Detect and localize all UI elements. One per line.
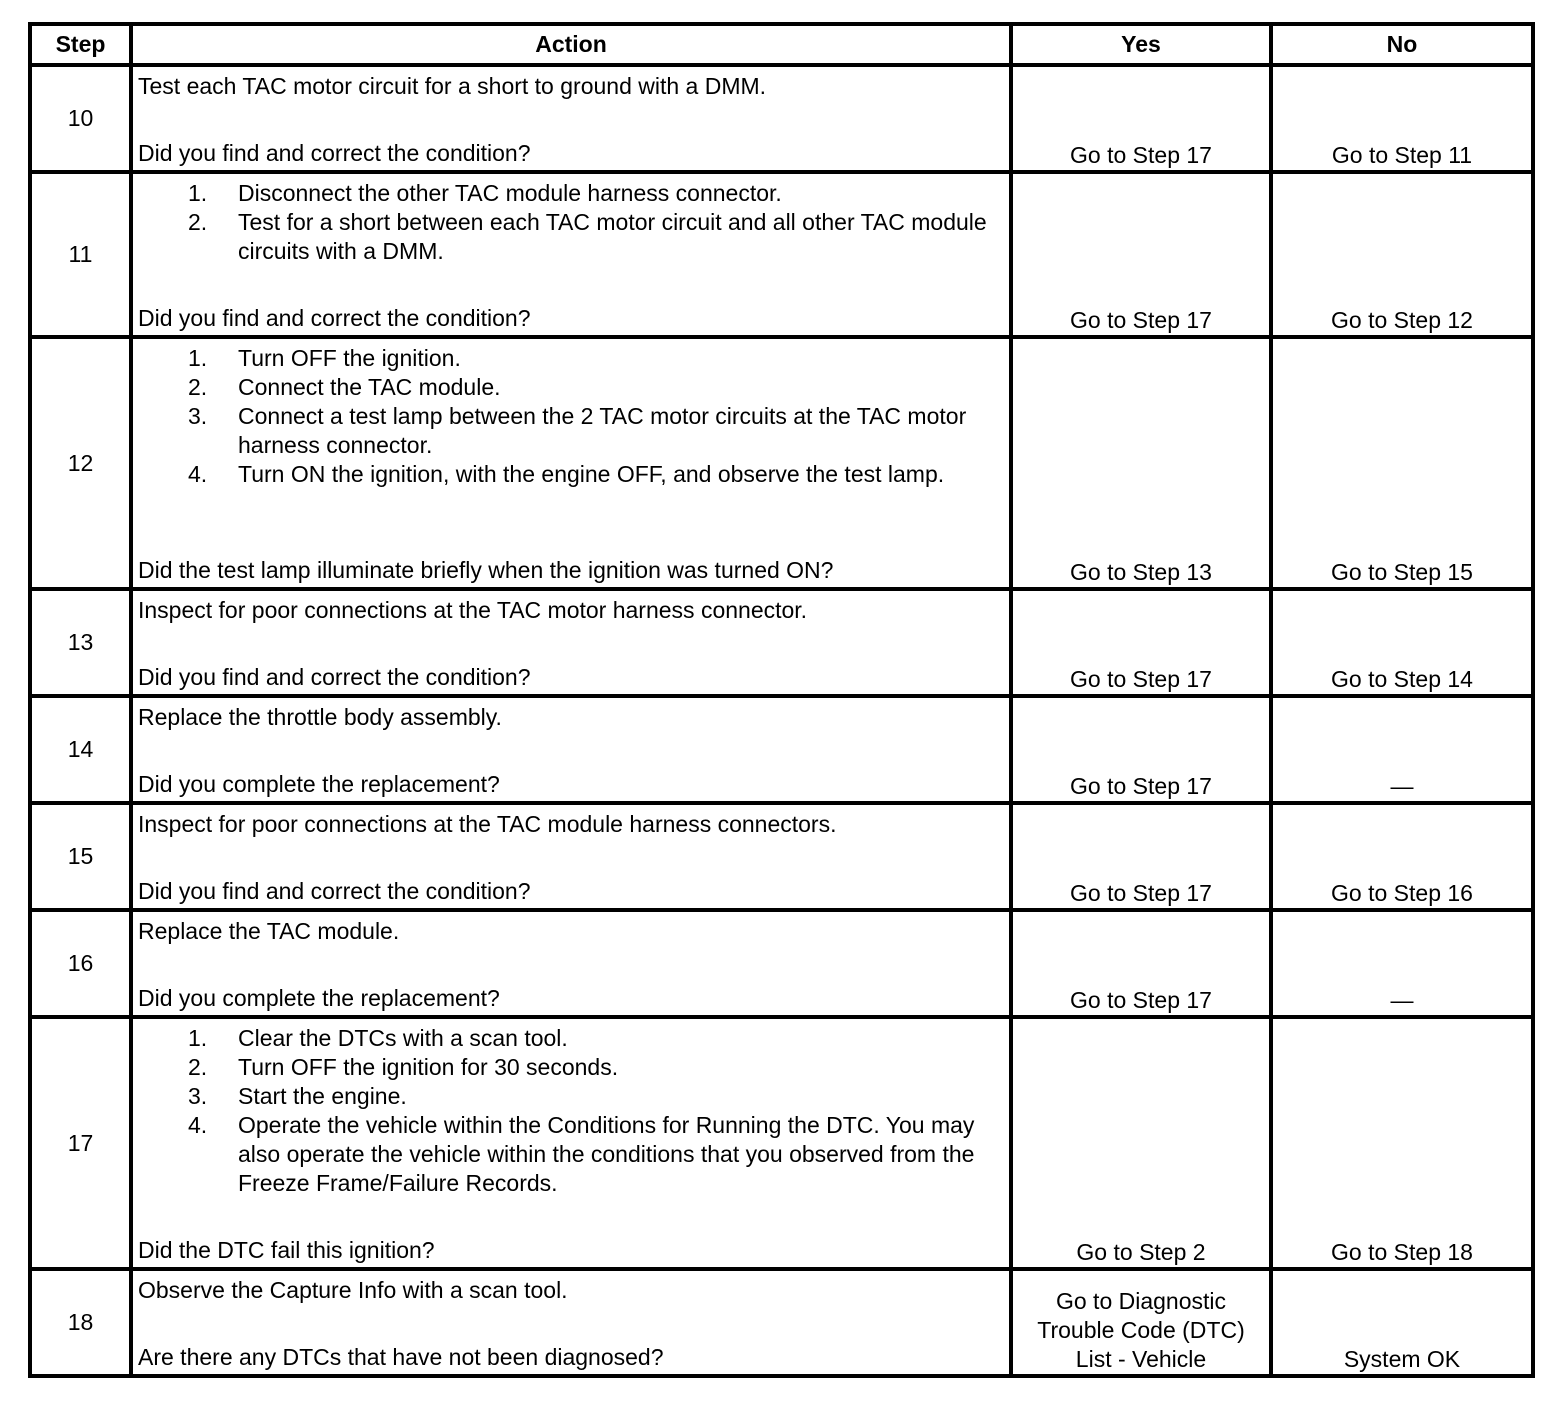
- step-number: 17: [30, 1017, 131, 1269]
- header-no: No: [1271, 24, 1533, 65]
- action-cell: [131, 589, 1011, 696]
- yes-result: Go to Step 17: [1011, 910, 1271, 1017]
- instruction-text: Replace the TAC module.: [138, 918, 400, 944]
- yes-result: Go to Step 13: [1011, 337, 1271, 589]
- table-row: [30, 65, 1533, 172]
- instruction-text: Test each TAC motor circuit for a short to ground with a DMM.: [138, 73, 767, 99]
- header-step: Step: [30, 24, 131, 65]
- instruction-item: [138, 1053, 999, 1082]
- yes-result: Go to Step 17: [1011, 803, 1271, 910]
- table-row: [30, 696, 1533, 803]
- table-row: [30, 910, 1533, 1017]
- action-cell: [131, 803, 1011, 910]
- step-number: 10: [30, 65, 131, 172]
- instruction-number: 1.: [188, 180, 208, 206]
- action-cell: [131, 1269, 1011, 1376]
- action-cell: [131, 696, 1011, 803]
- question-text: Are there any DTCs that have not been diagnosed?: [138, 1344, 664, 1370]
- no-result: —: [1271, 910, 1533, 1017]
- instruction-item: [138, 1024, 999, 1053]
- no-result: —: [1271, 696, 1533, 803]
- instruction-list: [138, 344, 999, 489]
- instruction-text: Inspect for poor connections at the TAC motor harness connector.: [138, 597, 808, 623]
- instruction-text: Inspect for poor connections at the TAC module harness connectors.: [138, 811, 837, 837]
- action-cell: [131, 65, 1011, 172]
- instruction-item: [138, 179, 999, 208]
- instruction-item: [138, 373, 999, 402]
- instruction-text: Test for a short between each TAC motor circuit and all other TAC module circuits with a DMM.: [238, 209, 987, 264]
- action-cell: [131, 337, 1011, 589]
- header-action: Action: [131, 24, 1011, 65]
- step-number: 13: [30, 589, 131, 696]
- instruction-list: [138, 179, 999, 266]
- instruction-number: 1.: [188, 1025, 208, 1051]
- no-result: Go to Step 11: [1271, 65, 1533, 172]
- instruction-text: Replace the throttle body assembly.: [138, 704, 502, 730]
- yes-result: Go to Step 17: [1011, 696, 1271, 803]
- action-cell: [131, 910, 1011, 1017]
- action-cell: [131, 172, 1011, 337]
- instruction-text: Turn OFF the ignition.: [238, 345, 461, 371]
- question-text: Did you complete the replacement?: [138, 985, 500, 1011]
- step-number: 14: [30, 696, 131, 803]
- table-row: [30, 1017, 1533, 1269]
- no-result: System OK: [1271, 1269, 1533, 1376]
- instruction-item: [138, 208, 999, 266]
- yes-result: Go to Diagnostic Trouble Code (DTC) List - Vehicle: [1011, 1269, 1271, 1376]
- no-result: Go to Step 14: [1271, 589, 1533, 696]
- instruction-list: [138, 1024, 999, 1198]
- instruction-text: Observe the Capture Info with a scan tool.: [138, 1277, 568, 1303]
- action-cell: [131, 1017, 1011, 1269]
- table-row: [30, 172, 1533, 337]
- instruction-item: [138, 1082, 999, 1111]
- diagnostic-table: [28, 22, 1535, 1378]
- yes-result: Go to Step 17: [1011, 589, 1271, 696]
- no-result: Go to Step 16: [1271, 803, 1533, 910]
- question-text: Did you find and correct the condition?: [138, 664, 531, 690]
- instruction-number: 2.: [188, 1054, 208, 1080]
- instruction-text: Connect a test lamp between the 2 TAC motor circuits at the TAC motor harness connector.: [238, 403, 967, 458]
- step-number: 15: [30, 803, 131, 910]
- instruction-item: [138, 1111, 999, 1198]
- question-text: Did you find and correct the condition?: [138, 305, 531, 331]
- question-text: Did you find and correct the condition?: [138, 878, 531, 904]
- instruction-item: [138, 344, 999, 373]
- instruction-number: 4.: [188, 461, 208, 487]
- instruction-text: Operate the vehicle within the Conditions for Running the DTC. You may also operate the vehicle within the conditions that you observed from the Freeze Frame/Failure Records.: [238, 1112, 975, 1196]
- yes-result: Go to Step 17: [1011, 172, 1271, 337]
- table-row: [30, 337, 1533, 589]
- instruction-item: [138, 460, 999, 489]
- yes-result: Go to Step 2: [1011, 1017, 1271, 1269]
- instruction-text: Clear the DTCs with a scan tool.: [238, 1025, 568, 1051]
- yes-result: Go to Step 17: [1011, 65, 1271, 172]
- step-number: 12: [30, 337, 131, 589]
- instruction-text: Turn OFF the ignition for 30 seconds.: [238, 1054, 619, 1080]
- instruction-item: [138, 402, 999, 460]
- instruction-text: Turn ON the ignition, with the engine OFF, and observe the test lamp.: [238, 461, 945, 487]
- question-text: Did you complete the replacement?: [138, 771, 500, 797]
- instruction-number: 4.: [188, 1112, 208, 1138]
- table-row: [30, 1269, 1533, 1376]
- step-number: 11: [30, 172, 131, 337]
- instruction-text: Start the engine.: [238, 1083, 407, 1109]
- instruction-number: 3.: [188, 403, 208, 429]
- no-result: Go to Step 15: [1271, 337, 1533, 589]
- instruction-text: Connect the TAC module.: [238, 374, 501, 400]
- instruction-number: 2.: [188, 374, 208, 400]
- instruction-text: Disconnect the other TAC module harness connector.: [238, 180, 782, 206]
- question-text: Did the DTC fail this ignition?: [138, 1237, 435, 1263]
- no-result: Go to Step 12: [1271, 172, 1533, 337]
- instruction-number: 2.: [188, 209, 208, 235]
- header-row: [30, 24, 1533, 65]
- step-number: 18: [30, 1269, 131, 1376]
- step-number: 16: [30, 910, 131, 1017]
- table-row: [30, 803, 1533, 910]
- no-result: Go to Step 18: [1271, 1017, 1533, 1269]
- question-text: Did the test lamp illuminate briefly when the ignition was turned ON?: [138, 557, 834, 583]
- instruction-number: 3.: [188, 1083, 208, 1109]
- table-row: [30, 589, 1533, 696]
- header-yes: Yes: [1011, 24, 1271, 65]
- question-text: Did you find and correct the condition?: [138, 140, 531, 166]
- instruction-number: 1.: [188, 345, 208, 371]
